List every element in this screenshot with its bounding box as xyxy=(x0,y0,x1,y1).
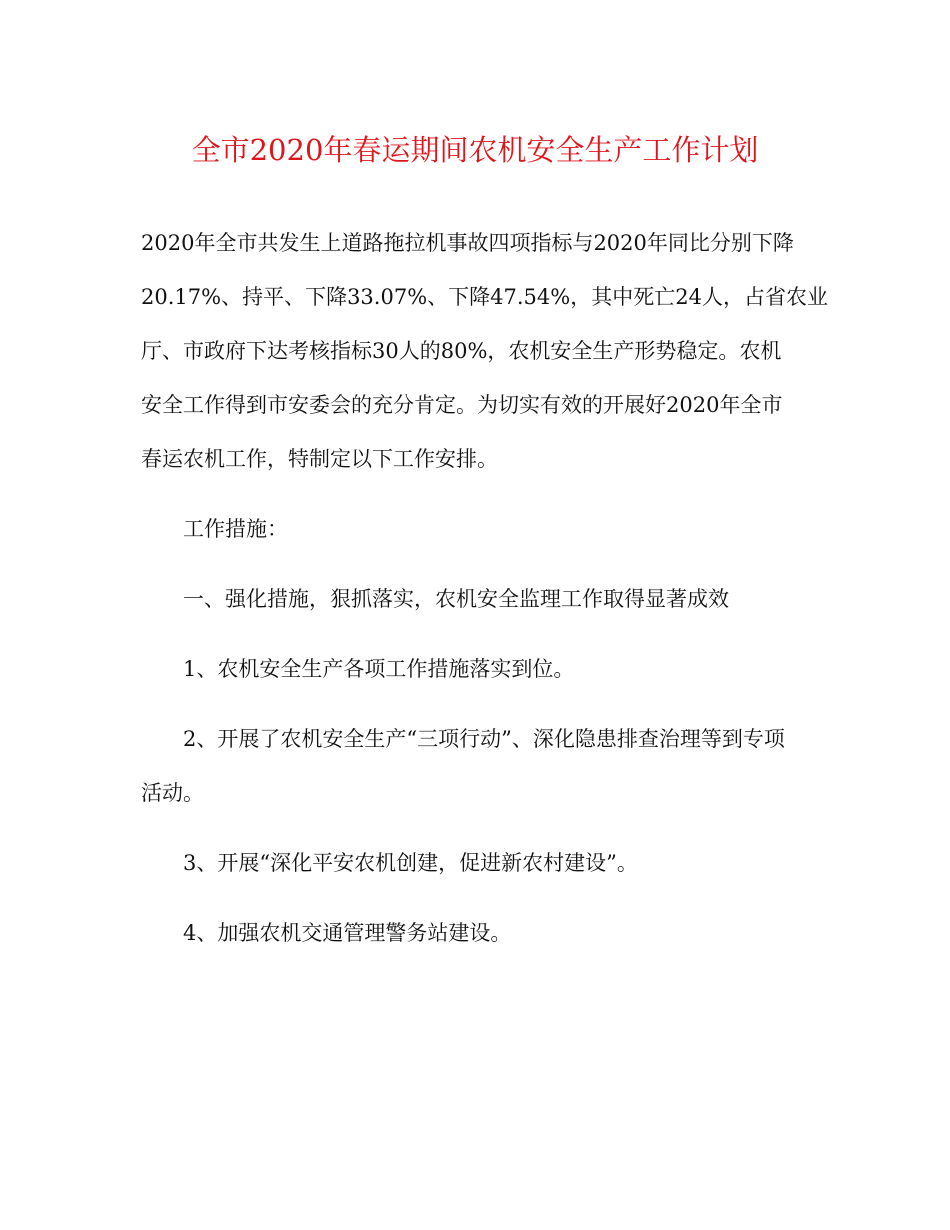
item-4 xyxy=(141,906,813,960)
intro-line: 20.17%、持平、下降33.07%、下降47.54%，其中死亡24人，占省农业 xyxy=(141,285,828,309)
item-2-line: 2、开展了农机安全生产“三项行动”、深化隐患排查治理等到专项 xyxy=(183,727,785,751)
item-2-line: 活动。 xyxy=(141,781,204,805)
document-title: 全市2020年春运期间农机安全生产工作计划 xyxy=(191,133,759,167)
item-1-text: 1、农机安全生产各项工作措施落实到位。 xyxy=(183,657,575,681)
intro-line: 2020年全市共发生上道路拖拉机事故四项指标与2020年同比分别下降 xyxy=(141,231,794,255)
item-3 xyxy=(141,836,813,890)
item-3-text: 3、开展“深化平安农机创建，促进新农村建设”。 xyxy=(183,851,638,875)
section-1-heading-text: 一、强化措施，狠抓落实，农机安全监理工作取得显著成效 xyxy=(183,587,729,611)
document-body xyxy=(141,216,828,960)
intro-paragraph xyxy=(141,216,828,486)
item-2 xyxy=(141,712,813,820)
item-1 xyxy=(141,642,813,696)
intro-line: 厅、市政府下达考核指标30人的80%，农机安全生产形势稳定。农机 xyxy=(141,339,782,363)
section-1-heading xyxy=(141,572,813,626)
item-4-text: 4、加强农机交通管理警务站建设。 xyxy=(183,921,512,945)
measures-heading xyxy=(141,502,813,556)
intro-line: 春运农机工作，特制定以下工作安排。 xyxy=(141,447,498,471)
intro-line: 安全工作得到市安委会的充分肯定。为切实有效的开展好2020年全市 xyxy=(141,393,783,417)
measures-heading-text: 工作措施： xyxy=(183,517,288,541)
